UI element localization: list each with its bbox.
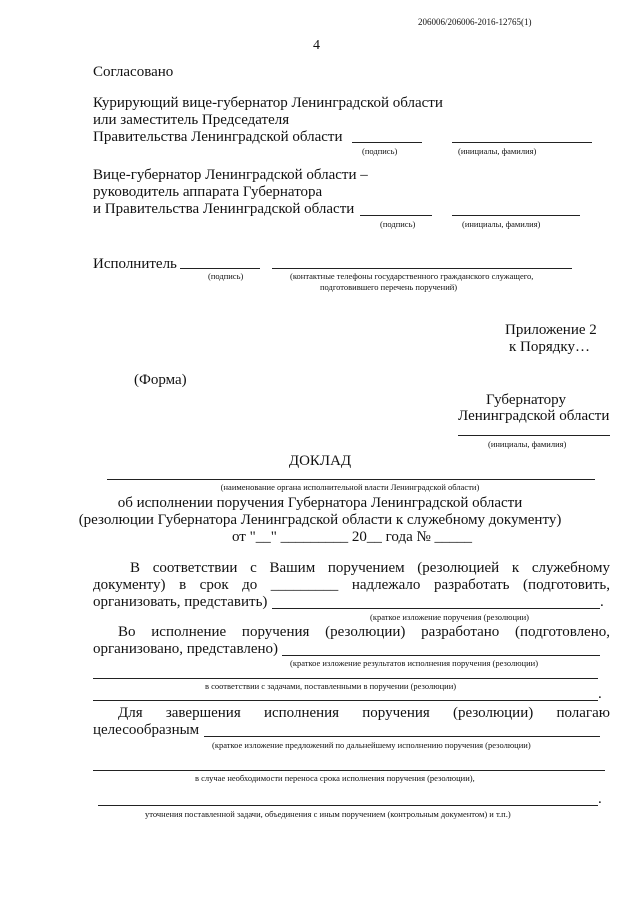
p3-word: завершения [165,705,241,721]
p1-word: (подготовить, [523,577,610,593]
approval-block2-name-line [452,215,580,216]
p2-word: разработано [421,624,500,640]
page-number: 4 [313,38,320,53]
p3-word: исполнения [263,705,340,721]
p2-word: (резолюции) [325,624,406,640]
approval-block1-line2: или заместитель Председателя [93,112,290,128]
p1-word: в [179,577,187,593]
p3-word: Для [118,705,143,721]
addressee-name-line [458,435,610,436]
p1-word: _________ [270,577,339,593]
p1-word: поручением [327,560,405,576]
approval-block1-sign-line [352,142,422,143]
p3-word: поручения [362,705,430,721]
paragraph2-line1 [118,624,610,641]
approval-block2-line2: руководитель аппарата Губернатора [93,184,323,200]
paragraph1-dot: . [600,594,604,610]
report-date-line: от "__" _________ 20__ года № _____ [232,529,473,545]
p2-word: исполнение [151,624,227,640]
paragraph1-line3: организовать, представить) [93,594,268,610]
approval-block2-name-caption: (инициалы, фамилия) [462,219,541,229]
paragraph3-caption1: (краткое изложение предложений по дальнейшему исполнению поручения (резолюции) [212,740,531,750]
paragraph3-line2: целесообразным [93,722,200,738]
p1-word: Вашим [269,560,316,576]
paragraph3-fill-line [204,736,600,737]
p1-word: надлежало [351,577,421,593]
approval-block2-line1: Вице-губернатор Ленинградской области – [93,167,368,183]
paragraph3-caption3: уточнения поставленной задачи, объединения с иным поручением (контрольным документом) и т.п.) [145,809,511,819]
executor-sign-caption: (подпись) [208,271,244,281]
approval-block2-line3: и Правительства Ленинградской области [93,201,355,217]
approval-block2-sign-caption: (подпись) [380,219,416,229]
paragraph2-dot: . [598,686,602,702]
approval-block1-line1: Курирующий вице-губернатор Ленинградской области [93,95,443,111]
paragraph3-line1 [118,705,610,722]
paragraph2-extra-line [93,678,598,679]
executor-phones-caption-line2: подготовившего перечень поручений) [320,282,458,292]
form-label: (Форма) [134,372,187,388]
paragraph3-caption2: в случае необходимости переноса срока исполнения поручения (резолюции), [195,773,475,783]
p1-word: В [130,560,141,576]
approval-block2-sign-line [360,215,432,216]
paragraph3-extra-line1 [93,770,605,771]
appendix-line1: Приложение 2 [505,322,597,338]
paragraph2-caption2: в соответствии с задачами, поставленными в поручении (резолюции) [205,681,457,691]
appendix-line2: к Порядку… [509,339,590,355]
paragraph1-fill-line [272,608,600,609]
paragraph1-line1 [130,560,610,577]
report-title: ДОКЛАД [288,453,352,469]
report-subtitle1: об исполнении поручения Губернатора Ленинградской области [117,495,523,511]
p3-word: (резолюции) [452,705,534,721]
report-subtitle2: (резолюции Губернатора Ленинградской области к служебному документу) [78,512,562,528]
document-number: 206006/206006-2016-12765(1) [418,17,532,27]
report-org-line [107,479,595,480]
p2-word: (подготовлено, [515,624,610,640]
executor-label: Исполнитель [93,256,177,272]
approval-title: Согласовано [93,64,174,80]
addressee-caption: (инициалы, фамилия) [488,439,567,449]
p2-word: поручения [241,624,310,640]
paragraph1-line2 [93,577,610,594]
p2-word: Во [118,624,136,640]
approval-block1-name-line [452,142,592,143]
addressee-line2: Ленинградской области [458,408,610,424]
approval-block1-line3: Правительства Ленинградской области [93,129,343,145]
p1-word: документу) [93,577,166,593]
paragraph2-caption1: (краткое изложение результатов исполнения поручения (резолюции) [290,658,539,668]
paragraph2-fill-line [282,655,600,656]
p1-word: с [250,560,257,576]
p1-word: соответствии [152,560,238,576]
p1-word: служебному [531,560,610,576]
p3-word: полагаю [556,705,610,721]
p1-word: к [511,560,520,576]
approval-block1-sign-caption: (подпись) [362,146,398,156]
approval-block1-name-caption: (инициалы, фамилия) [458,146,537,156]
paragraph3-extra-line2 [98,805,598,806]
p1-word: срок [199,577,229,593]
paragraph2-end-line [93,700,598,701]
p1-word: до [242,577,258,593]
paragraph1-caption: (краткое изложение поручения (резолюции) [370,612,529,622]
paragraph2-line2: организовано, представлено) [93,641,278,657]
addressee-line1: Губернатору [486,392,566,408]
paragraph3-dot: . [598,791,602,807]
executor-phones-line [272,268,572,269]
executor-sign-line [180,268,260,269]
p1-word: разработать [433,577,510,593]
executor-phones-caption-line1: (контактные телефоны государственного гражданского служащего, [290,271,534,281]
p1-word: (резолюцией [417,560,500,576]
report-org-caption: (наименование органа исполнительной власти Ленинградской области) [220,482,480,492]
